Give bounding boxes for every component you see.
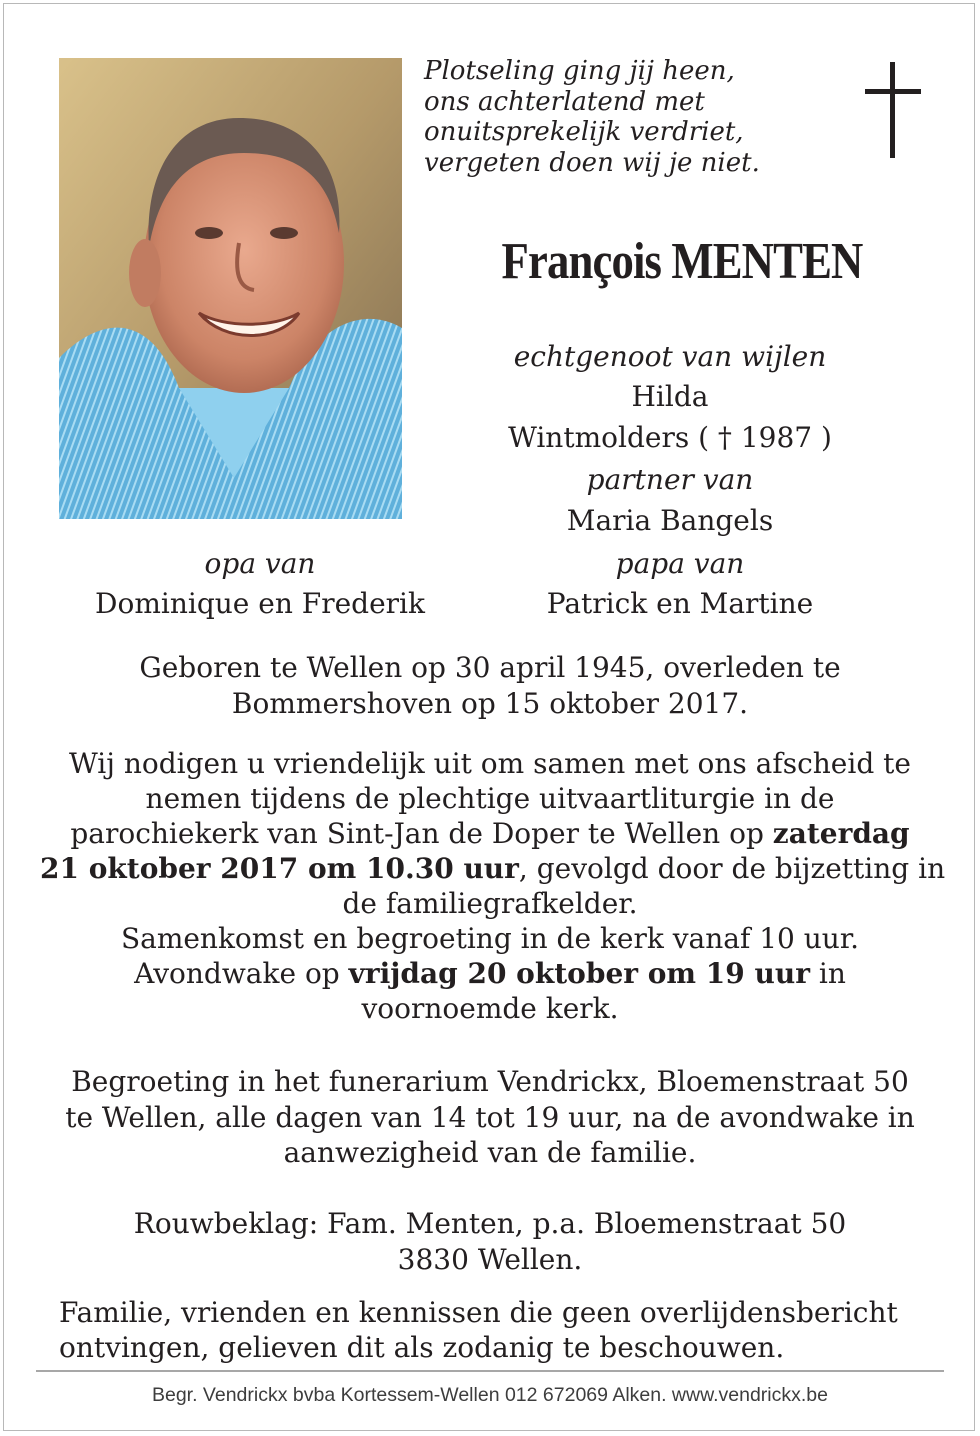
text-line: Bommershoven op 15 oktober 2017. [231,686,749,720]
text-segment: Avondwake op [134,957,349,990]
text-line: Wij nodigen u vriendelijk uit om samen met ons afscheid te [69,747,911,780]
invitation-paragraph [40,746,946,1026]
closing-paragraph [59,1295,939,1365]
poem-line: vergeten doen wij je niet. [424,147,760,178]
portrait-illustration [59,58,402,519]
text-line: Geboren te Wellen op 30 april 1945, overleden te [139,651,841,684]
grandfather-prefix: opa van [204,547,316,580]
poem-line: onuitsprekelijk verdriet, [424,117,744,147]
spouse-prefix: echtgenoot van wijlen [513,340,827,373]
text-line: Samenkomst en begroeting in de kerk vanaf 10 uur. [120,922,860,955]
text-line: Begroeting in het funerarium Vendrickx, Bloemenstraat 50 [71,1065,909,1098]
poem-line: ons achterlatend met [424,86,705,117]
cross-icon [865,62,921,158]
text-segment: parochiekerk van Sint-Jan de Doper te Wellen op [70,817,773,850]
spouse-last-name: Wintmolders ( † 1987 ) [508,421,832,454]
text-segment: in [809,957,846,990]
poem [424,56,784,178]
deceased-name: François MENTEN [501,233,863,290]
text-line [40,956,940,991]
text-line: de familiegrafkelder. [342,887,638,920]
text-line: ontvingen, gelieven dit als zodanig te beschouwen. [59,1331,785,1364]
text-line [40,816,940,851]
text-line: nemen tijdens de plechtige uitvaartliturgie in de [145,782,835,815]
grandchildren-names: Dominique en Frederik [95,587,425,620]
text-line: Familie, vrienden en kennissen die geen overlijdensbericht [59,1296,898,1329]
partner-name: Maria Bangels [566,504,774,537]
text-line: te Wellen, alle dagen van 14 tot 19 uur, na de avondwake in [65,1100,915,1134]
father-prefix: papa van [615,547,745,580]
poem-line: Plotseling ging jij heen, [424,56,735,86]
portrait-photo [59,58,402,519]
text-line [40,851,946,886]
footer-divider [36,1370,944,1372]
text-line: voornoemde kerk. [361,992,619,1025]
footer-credit: Begr. Vendrickx bvba Kortessem-Wellen 012 672069 Alken. www.vendrickx.be [151,1384,828,1406]
funeral-date-time: 21 oktober 2017 om 10.30 uur [40,852,519,885]
text-line: Rouwbeklag: Fam. Menten, p.a. Bloemenstraat 50 [133,1207,847,1240]
children-names: Patrick en Martine [546,587,814,620]
text-line: 3830 Wellen. [397,1242,583,1276]
condolences-paragraph [40,1206,940,1277]
funeral-day: zaterdag [772,817,910,850]
birth-death-paragraph [40,650,940,721]
partner-prefix: partner van [586,463,754,496]
visitation-paragraph [40,1064,940,1171]
vigil-date-time: vrijdag 20 oktober om 19 uur [348,957,810,990]
spouse-first-name: Hilda [631,380,709,413]
text-line: aanwezigheid van de familie. [283,1136,697,1169]
text-segment: , gevolgd door de bijzetting in [518,852,946,885]
